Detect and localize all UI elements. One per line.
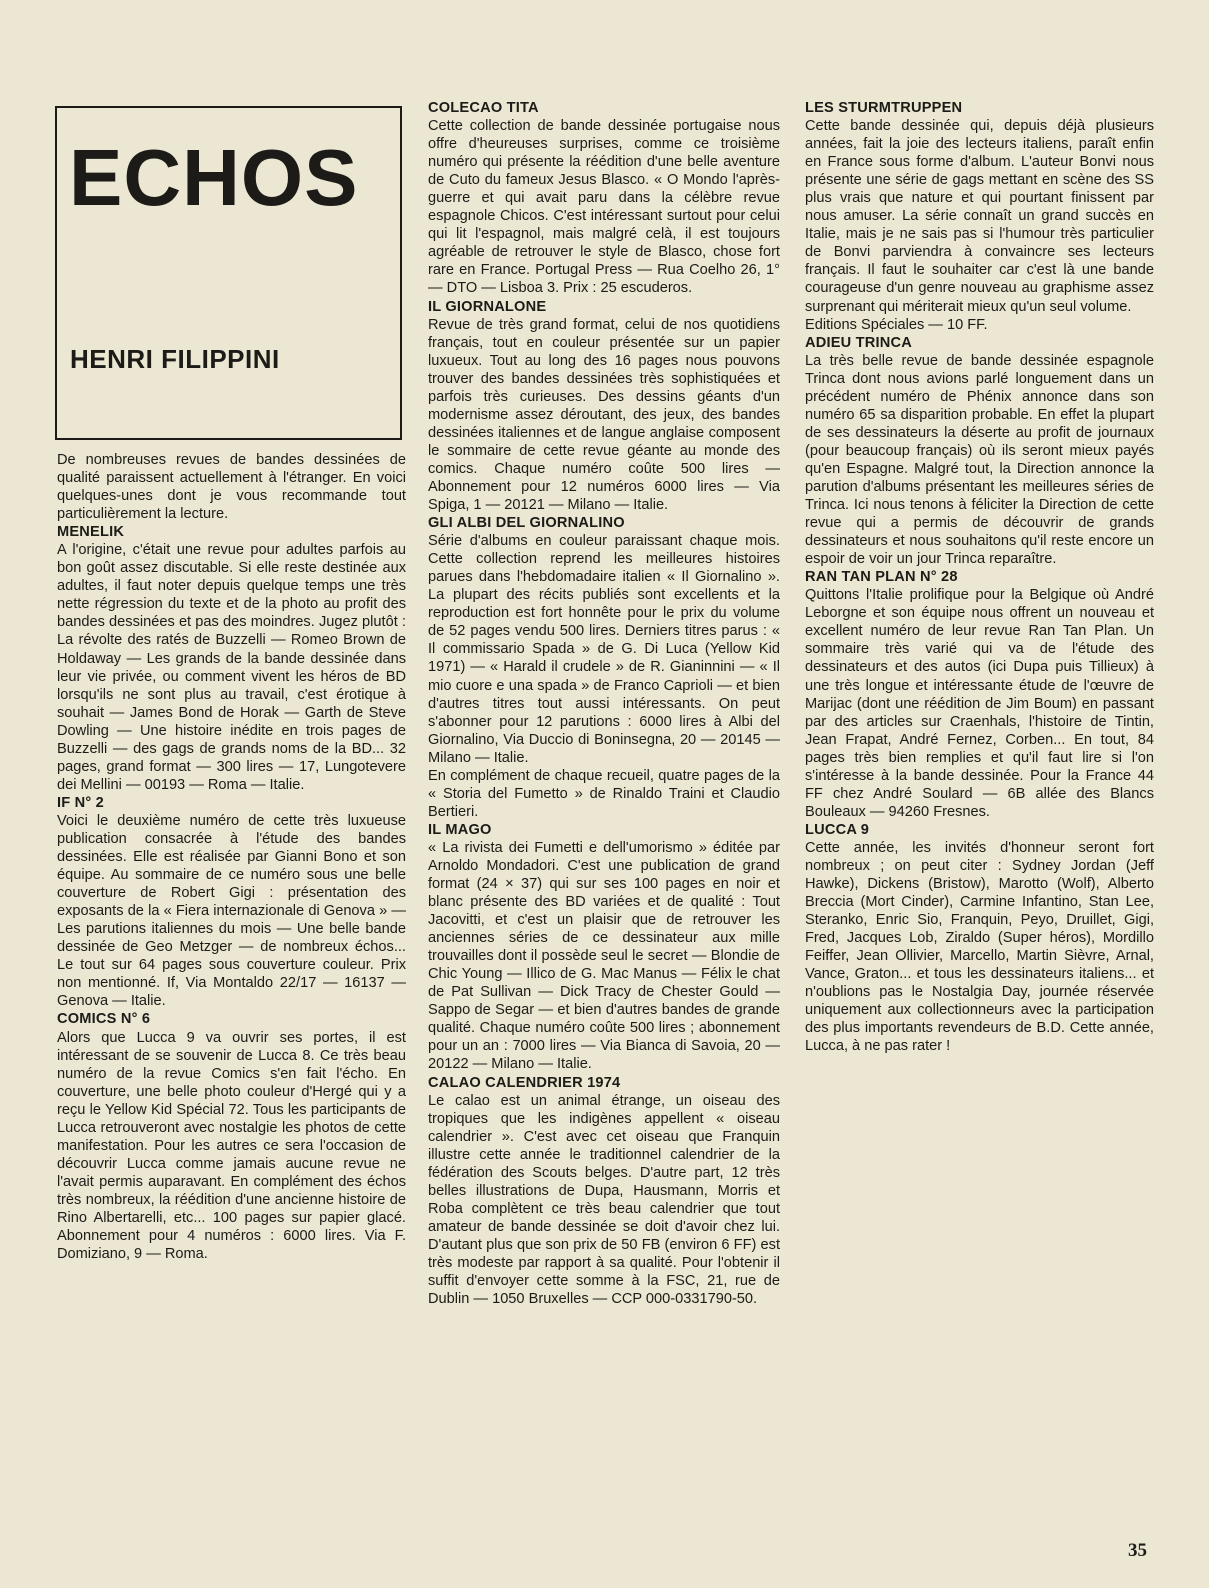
section-body: Alors que Lucca 9 va ouvrir ses portes, il est intéressant de se souvenir de Lucca 8. Ce très beau numéro de la revue Comics s'en fait l'écho. En couverture, une belle photo couleur d'Hergé qui y a reçu le Yellow Kid Spécial 72. Tous les participants de Lucca retrouveront avec nostalgie les photos de cette manifestation. Pour les autres ce sera l'occasion de découvrir Lucca comme jamais aucune revue ne l'avait permis auparavant. En complément des échos très nombreux, la réédition d'une ancienne histoire de Rino Albertarelli, etc... 100 pages sur papier glacé. Abonnement pour 4 numéros : 6000 lires. Via F. Domiziano, 9 — Roma. [57,1029,406,1263]
section-body: Série d'albums en couleur paraissant chaque mois. Cette collection reprend les meilleures histoires parues dans l'hebdomadaire italien « Il Giornalino ». La plupart des récits publiés sont excellents et la reproduction est fort honnête pour le prix du volume de 52 pages vendu 500 lires. Derniers titres parus : « Il commissario Spada » de G. Di Luca (Yellow Kid 1971) — « Harald il crudele » de R. Gianinnini — « Il mio cuore e una spada » de Franco Caprioli — et bien d'autres titres tout aussi intéressants. On peut s'abonner pour 12 parutions : 6000 lires à Albi del Giornalino, Via Duccio di Boninsegna, 20 — 20145 — Milano — Italie. [428,533,780,766]
section-heading: LUCCA 9 [805,821,870,838]
section-body: A l'origine, c'était une revue pour adultes parfois au bon goût assez discutable. Si elle reste destinée aux adultes, il faut noter depuis quelque temps une très nette régression du texte et de la photo au profit des bandes dessinées et pas des moindres. Jugez plutôt : La révolte des ratés de Buzzelli — Romeo Brown de Holdaway — Les grands de la bande dessinée dans leur vie privée, ou comment vivent les héros de BD lorsqu'ils ne sont plus au travail, c'est érotique à souhait — James Bond de Horak — Garth de Steve Dowling — Une histoire inédite en trois pages de Buzzelli — des gags de grands noms de la BD... 32 pages, grand format — 300 lires — 17, Lungotevere dei Mellini — 00193 — Roma — Italie. [57,542,406,793]
column-3 [805,99,1154,1055]
section-heading: IL MAGO [428,821,492,838]
intro-paragraph: De nombreuses revues de bandes dessinées de qualité paraissent actuellement à l'étranger. En voici quelques-unes dont je vous recommande tout particulièrement la lecture. [57,452,406,523]
column-2 [428,99,780,1308]
section-body-continued: Editions Spéciales — 10 FF. [805,316,988,333]
title-box [55,106,402,440]
section-body: Quittons l'Italie prolifique pour la Belgique où André Leborgne et son équipe nous offrent un nouveau et excellent numéro de leur revue Ran Tan Plan. Un sommaire très varié qui va de l'étude des dessinateurs et des autos (ici Dupa puis Tillieux) à une très longue et intéressante étude de l'œuvre de Marijac (dont une réédition de Jim Boum) en passant par des articles sur Craenhals, l'histoire de Tintin, Jean Frapat, André Fernez, Corben... En tout, 84 pages très bien remplies et qu'il faut lire si l'on s'intéresse à la bande dessinée. Pour la France 44 FF chez André Soulard — 6B allée des Blancs Bouleaux — 94260 Fresnes. [805,587,1154,820]
section-heading: CALAO CALENDRIER 1974 [428,1074,621,1091]
section-heading: COLECAO TITA [428,100,539,116]
section-heading: GLI ALBI DEL GIORNALINO [428,515,625,532]
section-body: Cette collection de bande dessinée portugaise nous offre d'heureuses surprises, comme ce troisième numéro qui présente la réédition d'une belle aventure de Cuto du fameux Jesus Blasco. « O Mondo l'après-guerre et qui avait paru dans la célèbre revue espagnole Chicos. C'est intéressant surtout pour celui qui lit l'espagnol, mais malgré celà, il est toujours agréable de retrouver le style de Blasco, chose fort rare en France. Portugal Press — Rua Coelho 26, 1° — DTO — Lisboa 3. Prix : 25 escuderos. [428,118,780,297]
section-heading: IL GIORNALONE [428,298,547,315]
section-body: Voici le deuxième numéro de cette très luxueuse publication consacrée à l'étude des bandes dessinées. Elle est réalisée par Gianni Bono et son équipe. Au sommaire de ce numéro sous une belle couverture de Robert Gigi : présentation des exposants de la « Fiera internazionale di Genova » — Les parutions italiennes du mois — Une belle bande dessinée de Geo Metzger — de nombreux échos... Le tout sur 64 pages sous couverture couleur. Prix non mentionné. If, Via Montaldo 22/17 — 16137 — Genova — Italie. [57,812,406,1010]
section-heading: LES STURMTRUPPEN [805,100,963,116]
section-heading: IF N° 2 [57,794,104,811]
section-body: Le calao est un animal étrange, un oiseau des tropiques que les indigènes appellent « oiseau calendrier ». C'est avec cet oiseau que Franquin illustre cette année le traditionnel calendrier de la fédération des Scouts belges. D'autre part, 12 très belles illustrations de Dupa, Hausmann, Morris et Roba complètent ce très beau calendrier que tout amateur de bande dessinée se doit d'avoir chez lui. D'autant plus que son prix de 50 FB (environ 6 FF) est très modeste par rapport à sa qualité. Pour l'obtenir il suffit d'envoyer cette somme à la FSC, 21, rue de Dublin — 1050 Bruxelles — CCP 000-0331790-50. [428,1092,780,1308]
section-body: Revue de très grand format, celui de nos quotidiens français, tout en couleur présentée sur un papier luxueux. Tout au long des 16 pages nous pouvons trouver des bandes dessinées très sophistiquées et parfois très curieuses. Des dessins géants d'un modernisme assez déroutant, des jeux, des bandes dessinées italiennes et de langue anglaise composent le sommaire de cette revue géante au monde des comics. Chaque numéro coûte 500 lires — Abonnement pour 12 numéros 6000 lires — Via Spiga, 1 — 20121 — Milano — Italie. [428,316,780,514]
column-1 [57,451,406,1263]
section-body: « La rivista dei Fumetti e dell'umorismo » éditée par Arnoldo Mondadori. C'est une publication de grand format (24 × 37) qui sur ses 100 pages en noir et blanc présente des BD variées et de qualité : Tout Jacovitti, et c'est un plaisir que de retrouver les anciennes séries de ce dessinateur aux mille trouvailles dont il possède seul le secret — Blondie de Chic Young — Illico de G. Mac Manus — Félix le chat de Pat Sullivan — Dick Tracy de Chester Gould — Sappo de Segar — et bien d'autres bandes de grande qualité. Chaque numéro coûte 500 lires ; abonnement pour un an : 7000 lires — Via Bianca di Savoia, 20 — 20122 — Milano — Italie. [428,839,780,1073]
section-heading: RAN TAN PLAN N° 28 [805,569,958,586]
section-body-continued: En complément de chaque recueil, quatre pages de la « Storia del Fumetto » de Rinaldo Traini et Claudio Bertieri. [428,767,780,820]
section-body: La très belle revue de bande dessinée espagnole Trinca dont nous avions parlé longuement dans un précédent numéro de Phénix annonce dans son numéro 65 sa disparition probable. En effet la plupart de ses dessinateurs la déserte au profit de journaux (pour beaucoup français) où ils seront mieux payés qu'en Espagne. Malgré tout, la Direction annonce la parution d'albums présentant les meilleures séries de Trinca. Ici nous tenons à féliciter la Direction de cette revue qui a permis de découvrir de grands dessinateurs et nous souhaitons qu'il reste encore un espoir de voir un jour Trinca reparaître. [805,352,1154,568]
section-heading: COMICS N° 6 [57,1011,151,1028]
page-title: ECHOS [69,133,359,222]
section-heading: ADIEU TRINCA [805,334,912,351]
section-body: Cette année, les invités d'honneur seront fort nombreux ; on peut citer : Sydney Jordan (Jeff Hawke), Dickens (Bristow), Marotto (Wolf), Alberto Breccia (Mort Cinder), Carmine Infantino, Stan Lee, Steranko, Enric Sio, Franquin, Peyo, Druillet, Gigi, Fred, Jacques Lob, Ziraldo (Super héros), Mordillo Feiffer, Jean Ollivier, Marcello, Martin Sièvre, Arnal, Vance, Graton... et tous les dessinateurs italiens... et n'oublions pas le Nostalgia Day, journée réservée uniquement aux collectionneurs avec la participation des plus importants revendeurs de B.D. Cette année, Lucca, à ne pas rater ! [805,839,1154,1055]
author-name: HENRI FILIPPINI [70,344,280,374]
section-heading: MENELIK [57,524,125,541]
section-body: Cette bande dessinée qui, depuis déjà plusieurs années, fait la joie des lecteurs italiens, paraît enfin en France sous forme d'album. L'auteur Bonvi nous présente une série de gags mettant en scène des SS plus vrais que nature et qui pourtant finissent par nous amuser. La série connaît un grand succès en Italie, mais je ne sais pas si l'humour très particulier de Bonvi parviendra à convaincre ses lecteurs français. Il faut le souhaiter car c'est là une bande courageuse d'un genre nouveau au graphisme assez surprenant qui mériterait mieux qu'un seul volume. [805,118,1154,315]
page-number: 35 [1128,1540,1147,1561]
